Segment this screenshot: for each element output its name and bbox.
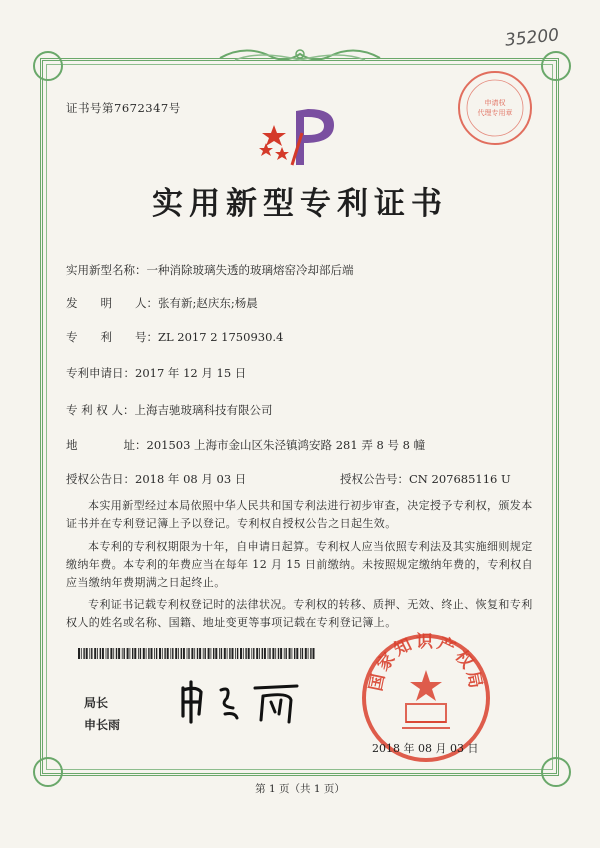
barcode-bar — [300, 648, 301, 659]
field-label: 专 利 权 人： — [66, 403, 135, 417]
barcode-bar — [83, 648, 84, 659]
barcode-bar — [130, 648, 131, 659]
agency-stamp — [455, 68, 535, 148]
barcode-bar — [156, 648, 157, 659]
barcode-bar — [183, 648, 185, 659]
barcode-bar — [203, 648, 204, 659]
paragraph: 本专利的专利权期限为十年，自申请日起算。专利权人应当依照专利法及其实施细则规定缴纳年费。本专利的年费应当在每年 12 月 15 日前缴纳。未按照规定缴纳年费的，专利权自应当缴纳年费期满之日起终止。 — [66, 540, 533, 589]
barcode-bar — [213, 648, 214, 659]
barcode-bar — [275, 648, 276, 659]
svg-text:代理专用章: 代理专用章 — [477, 109, 513, 117]
barcode-bar — [197, 648, 198, 659]
barcode-bar — [310, 648, 311, 659]
corner-ornament — [541, 51, 571, 81]
barcode-bar — [243, 648, 244, 659]
barcode-bar — [170, 648, 171, 659]
field-value: 张有新;赵庆东;杨晨 — [158, 296, 258, 310]
barcode-bar — [256, 648, 258, 659]
barcode-bar — [91, 648, 92, 659]
barcode-bar — [199, 648, 201, 659]
director-title: 局长 — [84, 696, 109, 710]
barcode-bar — [302, 648, 303, 659]
barcode-bar — [215, 648, 217, 659]
utility-model-name — [66, 262, 354, 278]
barcode — [78, 648, 316, 659]
barcode-bar — [122, 648, 123, 659]
barcode-bar — [78, 648, 80, 659]
address — [66, 437, 425, 453]
barcode-bar — [118, 648, 120, 659]
certificate-number: 证书号第7672347号 — [66, 101, 181, 115]
barcode-bar — [194, 648, 195, 659]
barcode-bar — [221, 648, 222, 659]
barcode-bar — [268, 648, 269, 659]
grant-date — [66, 471, 246, 487]
barcode-bar — [211, 648, 212, 659]
barcode-bar — [124, 648, 125, 659]
barcode-bar — [240, 648, 242, 659]
barcode-bar — [289, 648, 291, 659]
patentee — [66, 402, 272, 418]
field-value: 201503 上海市金山区朱泾镇鸿安路 281 弄 8 号 8 幢 — [146, 438, 426, 452]
grant-number — [340, 471, 511, 487]
barcode-bar — [89, 648, 90, 659]
barcode-bar — [143, 648, 145, 659]
barcode-bar — [232, 648, 234, 659]
handwritten-note: 35200 — [504, 25, 560, 51]
patent-number — [66, 329, 283, 345]
barcode-bar — [106, 648, 107, 659]
seal-date: 2018 年 08 月 03 日 — [372, 742, 479, 755]
barcode-bar — [113, 648, 114, 659]
barcode-bar — [110, 648, 112, 659]
barcode-bar — [253, 648, 254, 659]
barcode-bar — [235, 648, 236, 659]
barcode-bar — [284, 648, 285, 659]
field-value: CN 207685116 U — [409, 472, 511, 486]
barcode-bar — [134, 648, 136, 659]
paragraph: 专利证书记载专利权登记时的法律状况。专利权的转移、质押、无效、终止、恢复和专利权人的姓名或名称、国籍、地址变更等事项记载在专利登记簿上。 — [66, 598, 533, 629]
barcode-bar — [86, 648, 88, 659]
barcode-bar — [107, 648, 108, 659]
barcode-bar — [162, 648, 163, 659]
barcode-bar — [280, 648, 282, 659]
barcode-bar — [187, 648, 188, 659]
barcode-bar — [140, 648, 141, 659]
barcode-bar — [181, 648, 182, 659]
filing-date — [66, 365, 246, 381]
certificate-title: 实用新型专利证书 — [152, 186, 448, 222]
barcode-bar — [81, 648, 82, 659]
barcode-bar — [237, 648, 238, 659]
barcode-bar — [127, 648, 129, 659]
barcode-bar — [219, 648, 220, 659]
barcode-bar — [292, 648, 293, 659]
barcode-bar — [208, 648, 210, 659]
svg-text:申请权: 申请权 — [484, 99, 506, 107]
barcode-bar — [100, 648, 101, 659]
barcode-bar — [154, 648, 155, 659]
barcode-bar — [205, 648, 206, 659]
barcode-bar — [251, 648, 252, 659]
corner-ornament — [33, 51, 63, 81]
top-ornament — [215, 44, 385, 68]
barcode-bar — [159, 648, 161, 659]
patent-office-logo — [256, 103, 346, 175]
barcode-bar — [188, 648, 189, 659]
barcode-bar — [151, 648, 153, 659]
director-signature — [175, 676, 305, 726]
barcode-bar — [286, 648, 287, 659]
barcode-bar — [272, 648, 274, 659]
barcode-bar — [224, 648, 226, 659]
field-label: 授权公告日： — [66, 472, 135, 486]
field-label: 实用新型名称： — [66, 263, 147, 277]
barcode-bar — [132, 648, 133, 659]
barcode-bar — [97, 648, 98, 659]
barcode-bar — [248, 648, 250, 659]
barcode-bar — [116, 648, 117, 659]
page-footer: 第 1 页（共 1 页） — [255, 783, 345, 795]
field-value: ZL 2017 2 1750930.4 — [158, 330, 284, 344]
barcode-bar — [296, 648, 298, 659]
field-label: 授权公告号： — [340, 472, 409, 486]
seal-text: 国家知识产权局 — [366, 632, 486, 693]
barcode-bar — [262, 648, 263, 659]
barcode-bar — [278, 648, 279, 659]
barcode-bar — [294, 648, 295, 659]
barcode-bar — [264, 648, 266, 659]
barcode-bar — [313, 648, 315, 659]
barcode-bar — [138, 648, 139, 659]
barcode-bar — [178, 648, 179, 659]
field-label: 发 明 人： — [66, 296, 158, 310]
barcode-bar — [146, 648, 147, 659]
barcode-bar — [308, 648, 309, 659]
paragraph: 本实用新型经过本局依照中华人民共和国专利法进行初步审查，决定授予专利权，颁发本证书并在专利登记簿上予以登记。专利权自授权公告之日起生效。 — [66, 499, 533, 530]
field-value: 2018 年 08 月 03 日 — [135, 472, 247, 486]
barcode-bar — [167, 648, 169, 659]
barcode-bar — [227, 648, 228, 659]
director-name: 申长雨 — [84, 718, 121, 732]
barcode-bar — [164, 648, 165, 659]
barcode-bar — [305, 648, 307, 659]
inventor — [66, 295, 258, 311]
barcode-bar — [245, 648, 246, 659]
barcode-bar — [175, 648, 177, 659]
field-label: 地 址： — [66, 438, 147, 452]
field-value: 上海吉驰玻璃科技有限公司 — [134, 403, 273, 417]
field-label: 专 利 号： — [66, 330, 158, 344]
barcode-bar — [269, 648, 270, 659]
barcode-bar — [259, 648, 260, 659]
barcode-bar — [102, 648, 104, 659]
barcode-bar — [148, 648, 149, 659]
field-label: 专利申请日： — [66, 366, 135, 380]
field-value: 2017 年 12 月 15 日 — [135, 366, 247, 380]
barcode-bar — [191, 648, 193, 659]
barcode-bar — [172, 648, 173, 659]
barcode-bar — [229, 648, 230, 659]
field-value: 一种消除玻璃失透的玻璃熔窑冷却部后端 — [146, 263, 354, 277]
barcode-bar — [94, 648, 96, 659]
